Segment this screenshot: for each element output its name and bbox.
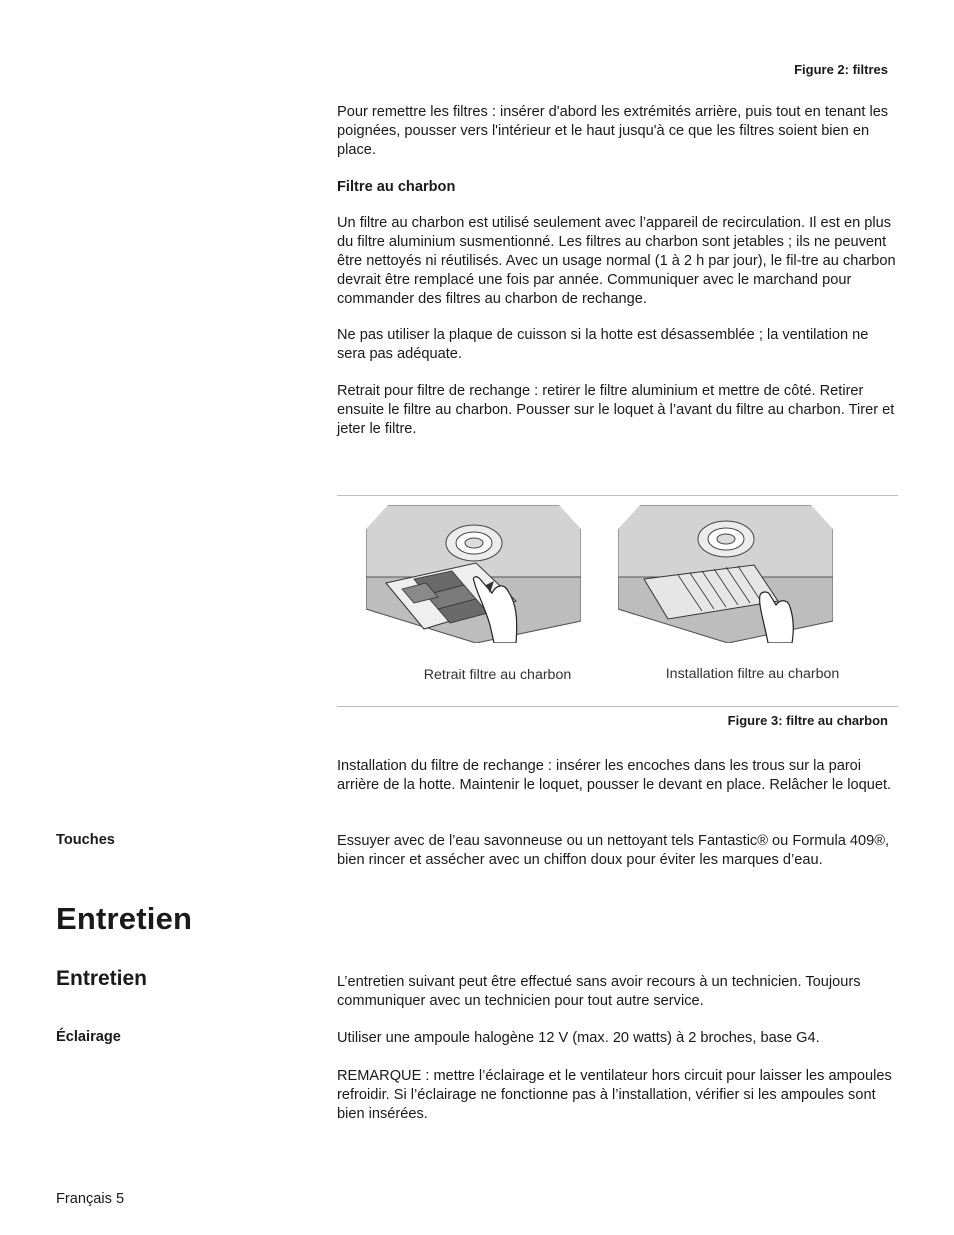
figure-3-caption: Figure 3: filtre au charbon bbox=[727, 713, 888, 728]
figure-3-right-label: Installation filtre au charbon bbox=[665, 666, 840, 682]
subsection-title-entretien: Entretien bbox=[56, 967, 148, 990]
heading-filtre-au-charbon: Filtre au charbon bbox=[337, 179, 456, 195]
section-title-entretien: Entretien bbox=[56, 901, 193, 936]
sidebar-heading-eclairage: Éclairage bbox=[56, 1029, 121, 1045]
sidebar-heading-touches: Touches bbox=[56, 832, 115, 848]
charcoal-filter-installation-illustration bbox=[618, 505, 833, 643]
paragraph-retrait: Retrait pour filtre de rechange : retirer le filtre aluminium et mettre de côté. Retirer ensuite le filtre au charbon. Pousser sur le loquet à l’avant du filtre au charbon. Tirer et jeter le filtre. bbox=[337, 383, 895, 437]
paragraph-remarque: REMARQUE : mettre l’éclairage et le ventilateur hors circuit pour laisser les ampoules refroidir. Si l’éclairage ne fonctionne pas à l’installation, vérifier si les ampoules sont bien insérées. bbox=[337, 1068, 892, 1122]
figure-3-left-label: Retrait filtre au charbon bbox=[423, 667, 572, 683]
figure-3-top-rule bbox=[337, 495, 898, 496]
figure-2-caption: Figure 2: filtres bbox=[794, 62, 888, 77]
charcoal-filter-removal-illustration bbox=[366, 505, 581, 643]
paragraph-touches: Essuyer avec de l’eau savonneuse ou un nettoyant tels Fantastic® ou Formula 409®, bien rincer et assécher avec un chiffon doux pour éviter les marques d’eau. bbox=[337, 833, 890, 868]
paragraph-filtre-charbon: Un filtre au charbon est utilisé seulement avec l’appareil de recirculation. Il est en plus du filtre aluminium susmentionné. Les filtres au charbon sont jetables ; ils ne peuvent être nettoyés ni réutilisés. Avec un usage normal (1 à 2 h par jour), le fil-tre au charbon devrait être remplacé une fois par année. Communiquer avec le marchand pour commander des filtres au charbon de rechange. bbox=[337, 215, 896, 307]
figure-3-bottom-rule bbox=[337, 706, 898, 707]
paragraph-remettre-filtres: Pour remettre les filtres : insérer d'abord les extrémités arrière, puis tout en tenant les poignées, pousser vers l'intérieur et le haut jusqu'à ce que les filtres soient bien en place. bbox=[337, 104, 889, 158]
paragraph-entretien: L’entretien suivant peut être effectué sans avoir recours à un technicien. Toujours communiquer avec un technicien pour tout autre service. bbox=[337, 974, 861, 1009]
paragraph-eclairage: Utiliser une ampoule halogène 12 V (max. 20 watts) à 2 broches, base G4. bbox=[337, 1030, 820, 1046]
paragraph-installation: Installation du filtre de rechange : insérer les encoches dans les trous sur la paroi arrière de la hotte. Maintenir le loquet, pousser le devant en place. Relâcher le loquet. bbox=[337, 758, 892, 793]
paragraph-plaque-cuisson: Ne pas utiliser la plaque de cuisson si la hotte est désassemblée ; la ventilation ne sera pas adéquate. bbox=[337, 327, 869, 362]
page-footer: Français 5 bbox=[56, 1191, 125, 1207]
